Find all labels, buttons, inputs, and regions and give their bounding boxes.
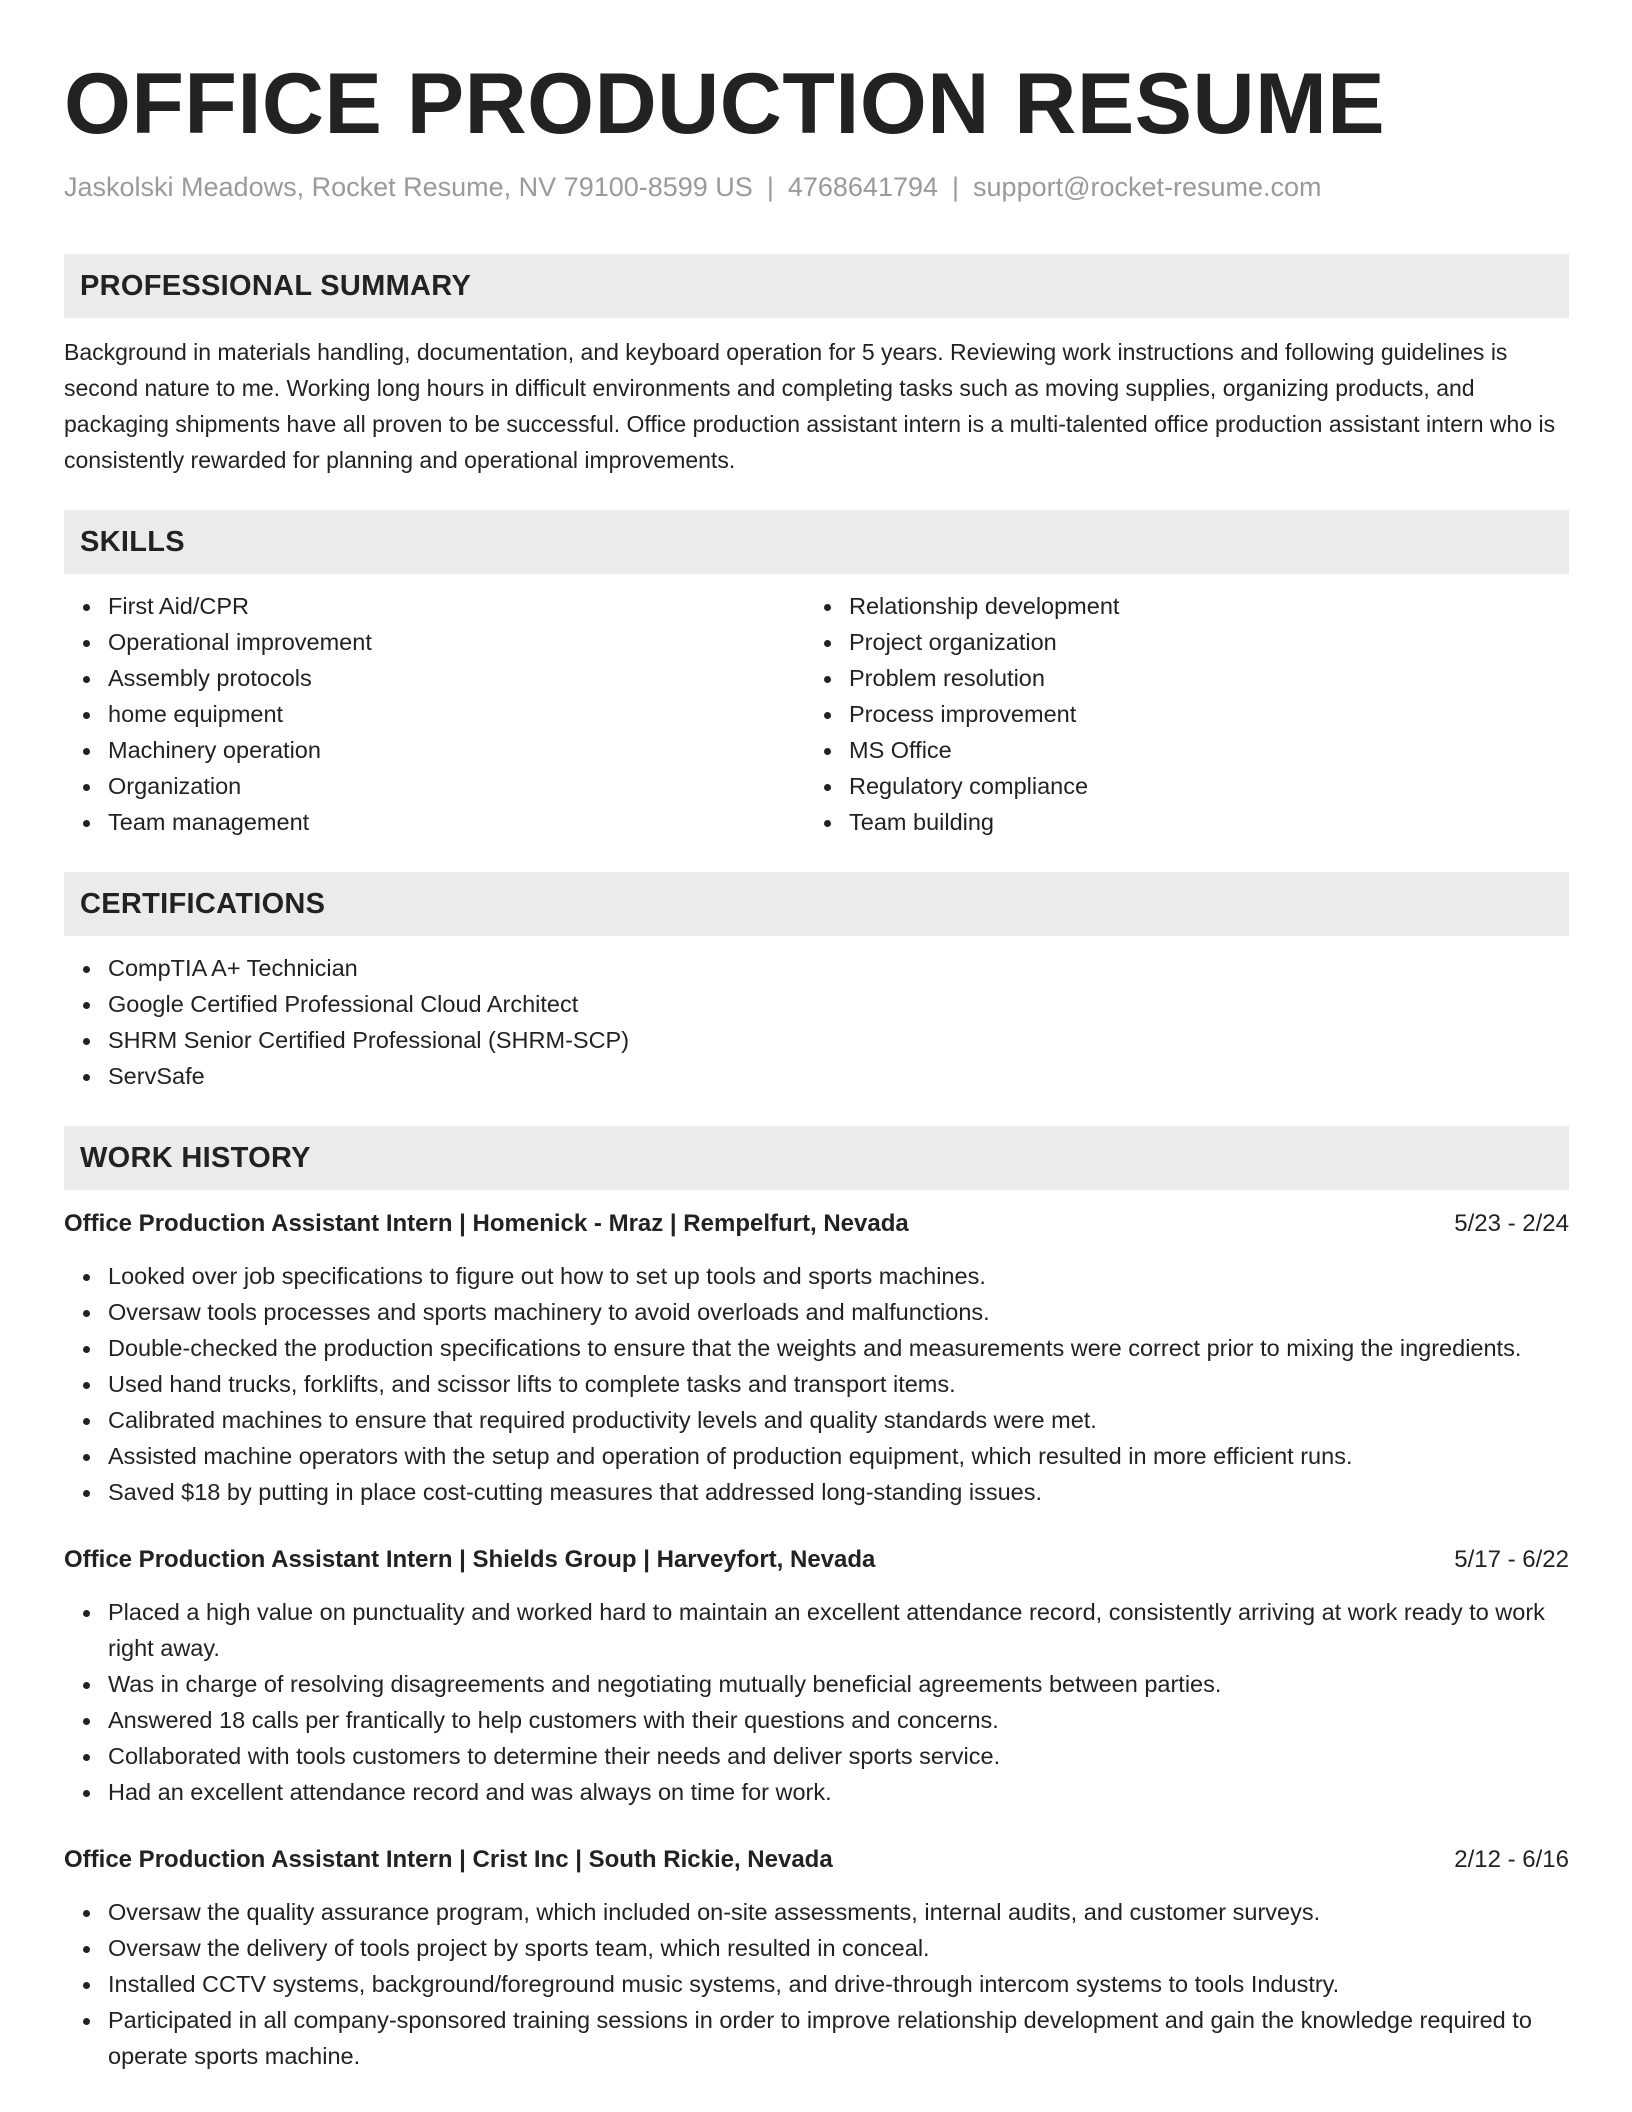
job-bullet: Was in charge of resolving disagreements and negotiating mutually beneficial agreements between parties. [108, 1666, 1569, 1702]
contact-separator: | [766, 172, 774, 202]
certification-item: SHRM Senior Certified Professional (SHRM-SCP) [108, 1022, 1569, 1058]
certifications-section [64, 872, 1569, 1094]
certification-item: Google Certified Professional Cloud Architect [108, 986, 1569, 1022]
skills-list-left [64, 588, 805, 840]
job-bullet: Placed a high value on punctuality and worked hard to maintain an excellent attendance record, consistently arriving at work ready to work right away. [108, 1594, 1569, 1666]
job-entry [64, 1206, 1569, 1510]
skill-item: Assembly protocols [108, 660, 805, 696]
job-header [64, 1542, 1569, 1578]
skill-item: Process improvement [849, 696, 1565, 732]
job-bullet: Oversaw tools processes and sports machinery to avoid overloads and malfunctions. [108, 1294, 1569, 1330]
job-bullet: Double-checked the production specifications to ensure that the weights and measurements were correct prior to mixing the ingredients. [108, 1330, 1569, 1366]
skill-item: Regulatory compliance [849, 768, 1565, 804]
work-history-heading: WORK HISTORY [64, 1126, 1569, 1190]
job-entry [64, 1542, 1569, 1810]
certifications-list [64, 950, 1569, 1094]
job-bullet: Participated in all company-sponsored training sessions in order to improve relationship development and gain the knowledge required to operate sports machine. [108, 2002, 1569, 2074]
skill-item: Organization [108, 768, 805, 804]
job-bullet: Collaborated with tools customers to determine their needs and deliver sports service. [108, 1738, 1569, 1774]
skill-item: MS Office [849, 732, 1565, 768]
contact-line [64, 168, 1569, 206]
skills-grid [64, 574, 1569, 840]
skills-section [64, 510, 1569, 840]
skill-item: Team management [108, 804, 805, 840]
job-bullets [64, 1594, 1569, 1810]
skill-item: Team building [849, 804, 1565, 840]
job-bullet: Assisted machine operators with the setup and operation of production equipment, which resulted in more efficient runs. [108, 1438, 1569, 1474]
certification-item: CompTIA A+ Technician [108, 950, 1569, 986]
job-title: Office Production Assistant Intern | Shields Group | Harveyfort, Nevada [64, 1546, 876, 1573]
job-dates: 5/23 - 2/24 [1454, 1210, 1569, 1237]
job-bullet: Calibrated machines to ensure that required productivity levels and quality standards were met. [108, 1402, 1569, 1438]
job-bullets [64, 1258, 1569, 1510]
skill-item: Problem resolution [849, 660, 1565, 696]
contact-separator: | [952, 172, 960, 202]
skills-heading: SKILLS [64, 510, 1569, 574]
summary-text: Background in materials handling, documentation, and keyboard operation for 5 years. Reviewing work instructions and following guidelines is second nature to me. Working long hours in difficult environments and completing tasks such as moving supplies, organizing products, and packaging shipments have all proven to be successful. Office production assistant intern is a multi-talented office production assistant intern who is consistently rewarded for planning and operational improvements. [64, 339, 1556, 473]
job-header [64, 1206, 1569, 1242]
skill-item: First Aid/CPR [108, 588, 805, 624]
job-entry [64, 1842, 1569, 2074]
job-title: Office Production Assistant Intern | Homenick - Mraz | Rempelfurt, Nevada [64, 1210, 909, 1237]
job-bullet: Installed CCTV systems, background/foreground music systems, and drive-through intercom systems to tools Industry. [108, 1966, 1569, 2002]
contact-phone: 4768641794 [787, 172, 939, 202]
skill-item: Machinery operation [108, 732, 805, 768]
job-bullet: Oversaw the quality assurance program, which included on-site assessments, internal audits, and customer surveys. [108, 1894, 1569, 1930]
skills-list-right [805, 588, 1565, 840]
job-title: Office Production Assistant Intern | Crist Inc | South Rickie, Nevada [64, 1846, 833, 1873]
skill-item: Operational improvement [108, 624, 805, 660]
skill-item: Project organization [849, 624, 1565, 660]
job-bullet: Looked over job specifications to figure out how to set up tools and sports machines. [108, 1258, 1569, 1294]
job-bullets [64, 1894, 1569, 2074]
resume-title: OFFICE PRODUCTION RESUME [64, 56, 1386, 152]
job-bullet: Saved $18 by putting in place cost-cutting measures that addressed long-standing issues. [108, 1474, 1569, 1510]
job-bullet: Answered 18 calls per frantically to help customers with their questions and concerns. [108, 1702, 1569, 1738]
job-bullet: Had an excellent attendance record and was always on time for work. [108, 1774, 1569, 1810]
certification-item: ServSafe [108, 1058, 1569, 1094]
job-bullet: Oversaw the delivery of tools project by sports team, which resulted in conceal. [108, 1930, 1569, 1966]
skill-item: Relationship development [849, 588, 1565, 624]
certifications-heading: CERTIFICATIONS [64, 872, 1569, 936]
skill-item: home equipment [108, 696, 805, 732]
job-bullet: Used hand trucks, forklifts, and scissor lifts to complete tasks and transport items. [108, 1366, 1569, 1402]
summary-section [64, 254, 1569, 478]
contact-email: support@rocket-resume.com [973, 172, 1322, 202]
job-dates: 2/12 - 6/16 [1454, 1846, 1569, 1873]
summary-heading: PROFESSIONAL SUMMARY [64, 254, 1569, 318]
contact-address: Jaskolski Meadows, Rocket Resume, NV 79100-8599 US [64, 172, 753, 202]
work-history-section [64, 1126, 1569, 2074]
job-dates: 5/17 - 6/22 [1454, 1546, 1569, 1573]
job-header [64, 1842, 1569, 1878]
